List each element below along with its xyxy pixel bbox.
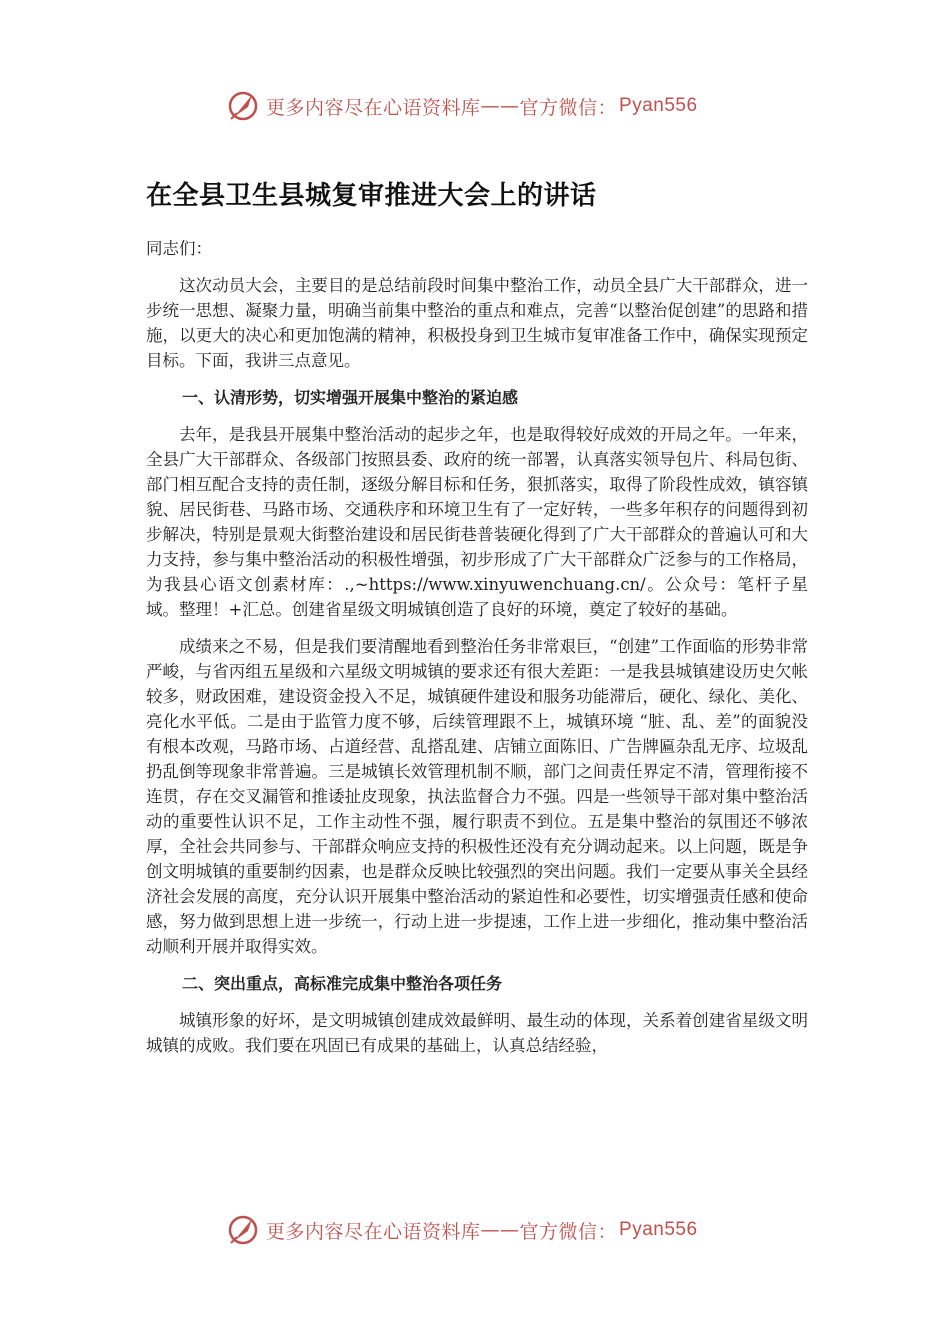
greeting: 同志们： — [146, 239, 212, 258]
section-2-heading: 二、突出重点，高标准完成集中整治各项任务 — [182, 974, 503, 993]
quill-logo-icon — [226, 89, 260, 123]
section-1-paragraph-1: 去年，是我县开展集中整治活动的起步之年，也是取得较好成效的开局之年。一年来，全县广大干部群众、各级部门按照县委、政府的统一部署，认真落实领导包片、科局包街、部门相互配合支持的责任制，逐级分解目标和任务，狠抓落实，取得了阶段性成效，镇容镇貌、居民街巷、马路市场、交通秩序和环境卫生有了一定好转，一些多年积存的问题得到初步解决，特别是景观大街整治建设和居民街巷普装硬化得到了广大干部群众的普遍认可和大力支持，参与集中整治活动的积极性增强，初步形成了广大干部群众广泛参与的工作格局，为我县心语文创素材库：.,~https://www.xinyuwenchuang.cn/。公众号：笔杆子星域。整理！+汇总。创建省星级文明城镇创造了良好的环境，奠定了较好的基础。 — [146, 425, 808, 619]
watermark-text: 更多内容尽在心语资料库 — [266, 96, 481, 119]
wechat-label: 官方微信： — [519, 1220, 618, 1243]
watermark-separator: —— — [480, 1219, 520, 1241]
document-title: 在全县卫生县城复审推进大会上的讲话 — [146, 181, 597, 211]
wechat-id: Pyan556 — [619, 95, 698, 116]
section-1-paragraph-2: 成绩来之不易，但是我们要清醒地看到整治任务非常艰巨，“创建”工作面临的形势非常严峻，与省丙组五星级和六星级文明城镇的要求还有很大差距：一是我县城镇建设历史欠帐较多，财政困难，建设资金投入不足，城镇硬件建设和服务功能滞后，硬化、绿化、美化、亮化水平低。二是由于监管力度不够，后续管理跟不上，城镇环境 “脏、乱、差”的面貌没有根本改观，马路市场、占道经营、乱搭乱建、店铺立面陈旧、广告牌匾杂乱无序、垃圾乱扔乱倒等现象非常普遍。三是城镇长效管理机制不顺，部门之间责任界定不清，管理衔接不连贯，存在交叉漏管和推诿扯皮现象，执法监督合力不强。四是一些领导干部对集中整治活动的重要性认识不足，工作主动性不强，履行职责不到位。五是集中整治的氛围还不够浓厚，全社会共同参与、干部群众响应支持的积极性还没有充分调动起来。以上问题，既是争创文明城镇的重要制约因素，也是群众反映比较强烈的突出问题。我们一定要从事关全县经济社会发展的高度，充分认识开展集中整治活动的紧迫性和必要性，切实增强责任感和使命感，努力做到思想上进一步统一，行动上进一步提速，工作上进一步细化，推动集中整治活动顺利开展并取得实效。 — [146, 637, 808, 956]
quill-logo-icon — [226, 1213, 260, 1247]
section-2-paragraph-1: 城镇形象的好坏，是文明城镇创建成效最鲜明、最生动的体现，关系着创建省星级文明城镇的成败。我们要在巩固已有成果的基础上，认真总结经验， — [146, 1011, 808, 1055]
intro-paragraph: 这次动员大会，主要目的是总结前段时间集中整治工作，动员全县广大干部群众，进一步统一思想、凝聚力量，明确当前集中整治的重点和难点，完善“以整治促创建”的思路和措施，以更大的决心和更加饱满的精神，积极投身到卫生城市复审准备工作中，确保实现预定目标。下面，我讲三点意见。 — [146, 276, 808, 370]
wechat-label: 官方微信： — [519, 96, 618, 119]
watermark-banner-bottom — [226, 1210, 698, 1250]
watermark-banner-top — [226, 86, 698, 126]
wechat-id: Pyan556 — [619, 1219, 698, 1240]
watermark-text: 更多内容尽在心语资料库 — [266, 1220, 481, 1243]
watermark-separator: —— — [480, 95, 520, 117]
document-body — [146, 170, 808, 1070]
section-1-heading: 一、认清形势，切实增强开展集中整治的紧迫感 — [182, 388, 519, 407]
